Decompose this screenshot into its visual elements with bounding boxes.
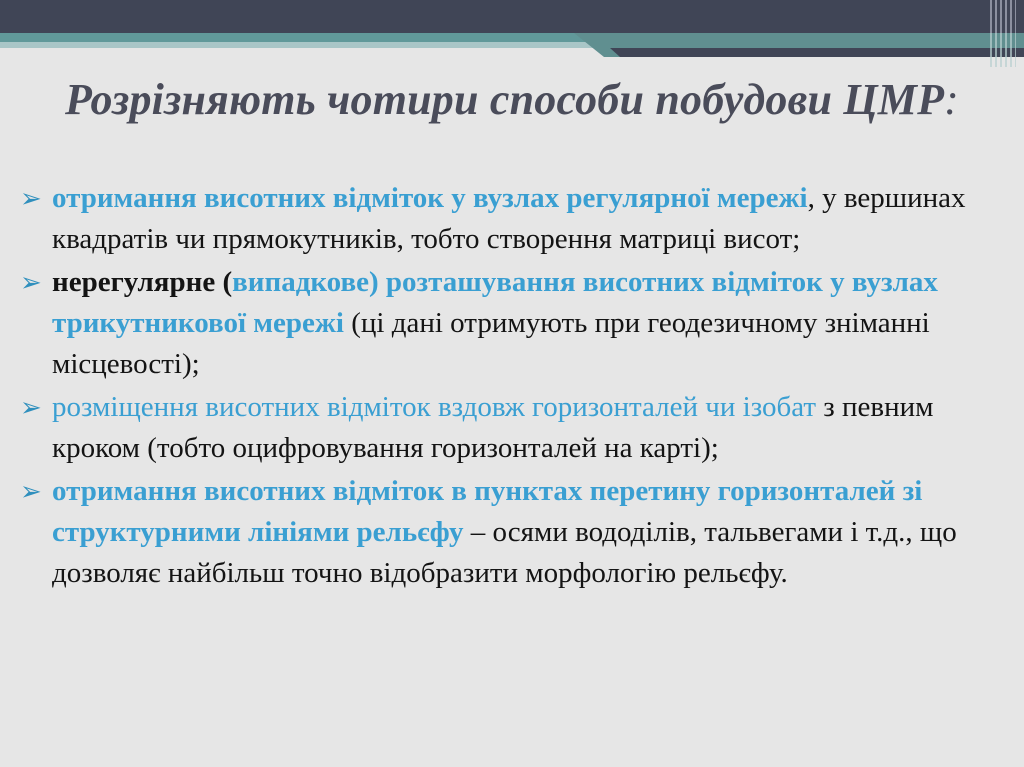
arrow-bullet-icon: ➢	[20, 268, 42, 297]
header-stripes	[990, 0, 1016, 34]
arrow-bullet-icon: ➢	[20, 184, 42, 213]
arrow-bullet-icon: ➢	[20, 393, 42, 422]
slide-title	[0, 74, 1024, 125]
bullet-text: (ці дані отримують при геодезичному зніманні місцевості);	[52, 307, 930, 380]
bullet-highlight: отримання висотних відміток у вузлах регулярної мережі	[52, 182, 808, 214]
bullet-text: з певним кроком (тобто оцифровування горизонталей на карті);	[52, 391, 934, 464]
header-slant-dark-band	[610, 48, 1024, 57]
bullet-list	[20, 178, 1000, 596]
bullet-highlight: випадкове) розташування висотних відміток у вузлах трикутникової мережі	[52, 266, 938, 339]
header-band	[0, 0, 1024, 33]
list-item	[20, 471, 1000, 594]
bullet-bold-lead: нерегулярне (	[52, 266, 233, 298]
title-colon: :	[944, 75, 960, 124]
bullet-highlight: отримання висотних відміток в пунктах перетину горизонталей зі структурними лініями рельєфу	[52, 475, 923, 548]
header-slant-stripes	[990, 33, 1016, 67]
bullet-text: – осями вододілів, тальвегами і т.д., що дозволяє найбільш точно відобразити морфологію рельєфу.	[52, 516, 957, 589]
arrow-bullet-icon: ➢	[20, 477, 42, 506]
title-text: Розрізняють чотири способи побудови ЦМР	[64, 75, 945, 124]
bullet-highlight: розміщення висотних відміток вздовж горизонталей чи ізобат	[52, 391, 817, 423]
bullet-text: , у вершинах квадратів чи прямокутників, тобто створення матриці висот;	[52, 182, 966, 255]
list-item	[20, 387, 1000, 469]
list-item	[20, 262, 1000, 385]
list-item	[20, 178, 1000, 260]
